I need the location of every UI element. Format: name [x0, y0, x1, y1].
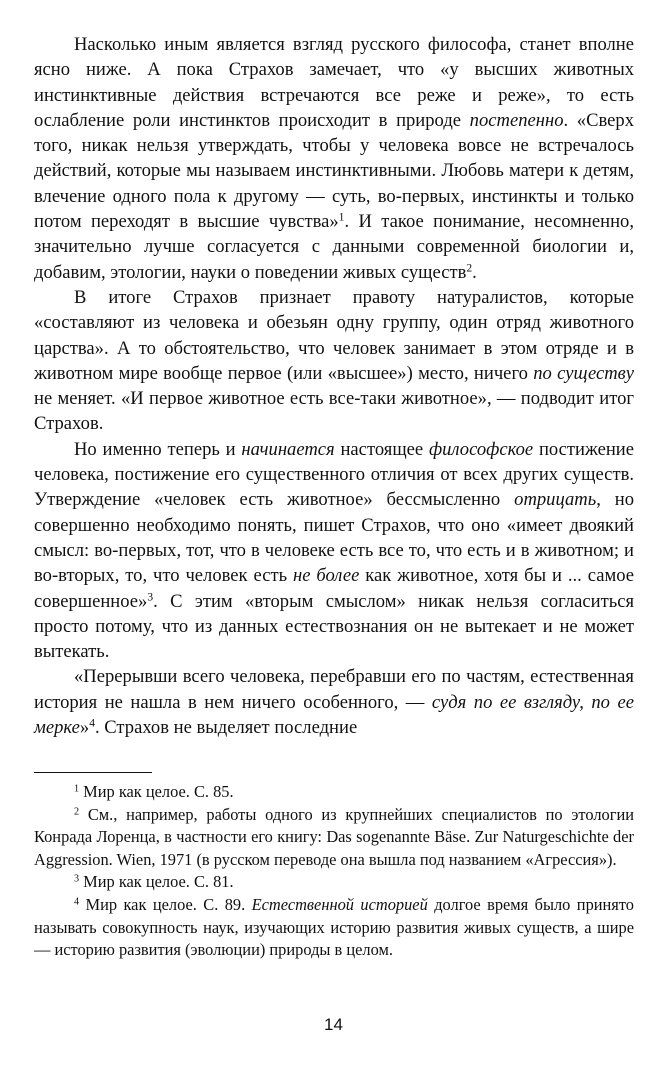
footnote: [34, 781, 634, 804]
paragraph: [34, 437, 634, 665]
emphasis-text: по существу: [533, 362, 634, 384]
text-run: Мир как целое. С. 89.: [79, 894, 252, 914]
page-number: 14: [324, 1015, 343, 1034]
text-run: , но совершенно необходимо понять, пишет Страхов, что оно «имеет двоякий смысл: во-первых, тот, что в человеке есть все то, что есть и в животном; и во-вторых, то, что человек есть: [34, 489, 635, 587]
text-run: настоящее: [334, 438, 429, 460]
text-run: постижение человека, постижение его существенного отличия от всех других существ. Утверждение «человек есть животное» бессмысленно: [34, 438, 634, 511]
paragraph: [34, 664, 634, 740]
text-run: . И такое понимание, несомненно, значительно лучше согласуется с данными современной биологии и, добавим, этологии, науки о поведении живых существ: [34, 211, 634, 283]
emphasis-text: философское: [428, 438, 534, 460]
text-run: . Страхов не выделяет последние: [94, 717, 358, 739]
emphasis-text: начинается: [241, 438, 335, 460]
text-run: Мир как целое. С. 85.: [79, 782, 234, 801]
text-run: как животное, хотя бы и ... самое совершенное»: [34, 565, 634, 612]
footnote-marker: 1: [338, 211, 345, 224]
text-run: долгое время было принято называть совокупность наук, изучающих историю развития живых существ, а шире — историю развития (эволюции) природы в целом.: [34, 894, 634, 960]
footnote-marker: 4: [89, 717, 95, 730]
footnote: [34, 894, 634, 962]
text-run: не меняет. «И первое животное есть все-таки животное», — подводит итог Страхов.: [34, 388, 634, 435]
main-text: [34, 32, 634, 740]
emphasis-text: Естественной историей: [251, 894, 428, 914]
text-run: Мир как целое. С. 81.: [79, 872, 234, 892]
text-run: Но именно теперь и: [74, 438, 242, 460]
text-run: . С этим «вторым смыслом» никак нельзя согласиться просто потому, что из данных естествознания он не вытекает и не может вытекать.: [34, 590, 634, 663]
emphasis-text: отрицать: [514, 489, 597, 511]
footnote-marker: 4: [74, 896, 80, 908]
footnote-marker: 3: [147, 591, 154, 604]
emphasis-text: постепенно: [469, 109, 564, 131]
footnote-marker: 2: [74, 806, 80, 818]
footnotes: [34, 781, 634, 962]
emphasis-text: судя по ее взгляду, по ее мерке: [34, 691, 634, 739]
footnote: [34, 871, 634, 894]
footnote-marker: 1: [74, 783, 80, 795]
text-run: Насколько иным является взгляд русского философа, станет вполне ясно ниже. А пока Страхов замечает, что «у высших животных инстинктивные действия встречаются все реже и реже», то есть ослабление роли инстинктов происходит в природе: [34, 34, 634, 131]
text-run: «Перерывши всего человека, перебравши его по частям, естественная история не нашла в нем ничего особенного, —: [34, 666, 634, 713]
paragraph: [34, 32, 634, 285]
paragraph: [34, 285, 634, 437]
footnote-separator: [34, 772, 152, 773]
text-run: В итоге Страхов признает правоту натуралистов, которые «составляют из человека и обезьян одну группу, один отряд животного царства». А то обстоятельство, что человек занимает в этом отряде и в животном мире вообще первое (или «высшее») место, ничего: [34, 286, 634, 384]
text-run: . «Сверх того, никак нельзя утверждать, чтобы у человека вовсе не встречалось действий, которые мы называем инстинктивными. Любовь матери к детям, влечение одного пола к другому — суть, во-первых, инстинкты и только потом переходят в высшие чувства»: [34, 109, 634, 233]
text-run: »: [79, 717, 90, 739]
text-run: См., например, работы одного из крупнейших специалистов по этологии Конрада Лоренца, в частности его книгу: Das sogenannte Bäse. Zur Naturgeschichte der Aggression. Wien, 1971 (в русском переводе она вышла под названием «Агрессия»).: [34, 804, 634, 869]
emphasis-text: не более: [292, 565, 360, 587]
footnote-marker: 2: [466, 262, 473, 275]
footnote-marker: 3: [74, 873, 80, 885]
footnote: [34, 804, 634, 872]
text-run: .: [472, 261, 477, 283]
